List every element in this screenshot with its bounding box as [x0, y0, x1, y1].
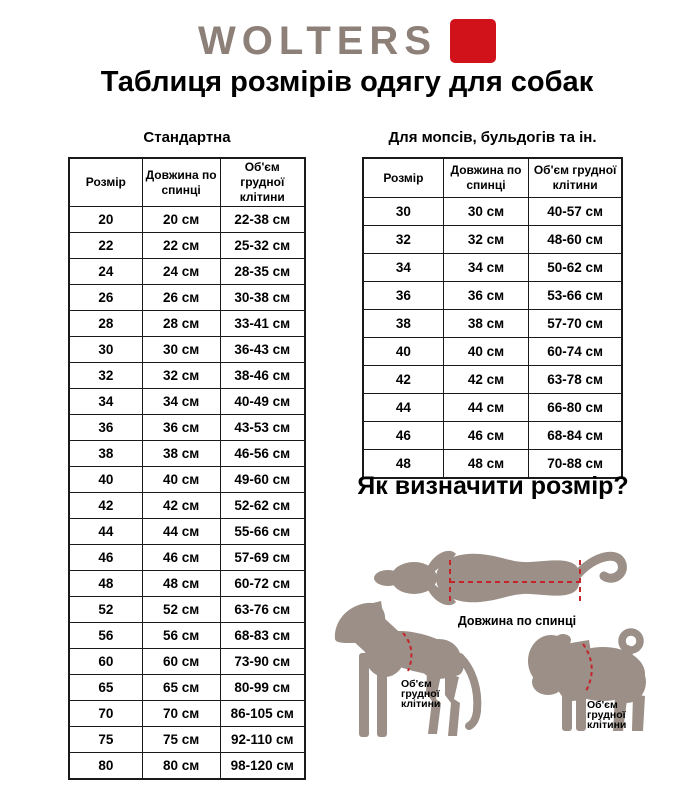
cell-size: 48 — [363, 450, 443, 479]
cell-back-length: 60 см — [142, 649, 220, 675]
chest-volume-label: Об'єм грудної клітини — [401, 678, 441, 710]
cell-back-length: 28 см — [142, 311, 220, 337]
table-row — [363, 254, 622, 282]
pug-size-table-section — [362, 128, 623, 479]
cell-size: 65 — [69, 675, 142, 701]
back-length-label: Довжина по спинці — [457, 614, 577, 628]
table-row — [363, 422, 622, 450]
table-row — [69, 467, 305, 493]
cell-chest: 66-80 см — [529, 394, 622, 422]
cell-size: 26 — [69, 285, 142, 311]
table-header-row — [363, 158, 622, 198]
cell-chest: 73-90 см — [220, 649, 305, 675]
cell-chest: 70-88 см — [529, 450, 622, 479]
cell-chest: 55-66 см — [220, 519, 305, 545]
cell-chest: 92-110 см — [220, 727, 305, 753]
cell-back-length: 48 см — [142, 571, 220, 597]
cell-back-length: 32 см — [142, 363, 220, 389]
cell-size: 40 — [363, 338, 443, 366]
brand-logo — [0, 16, 694, 66]
table-row — [69, 259, 305, 285]
header-size: Розмір — [69, 158, 142, 207]
cell-back-length: 42 см — [142, 493, 220, 519]
cell-chest: 98-120 см — [220, 753, 305, 780]
cell-chest: 30-38 см — [220, 285, 305, 311]
cell-size: 75 — [69, 727, 142, 753]
cell-size: 20 — [69, 207, 142, 233]
chest-volume-label: Об'єм грудної клітини — [587, 699, 627, 731]
table-row — [69, 701, 305, 727]
table-row — [69, 311, 305, 337]
dog-side-view-icon — [333, 601, 489, 743]
table-row — [363, 226, 622, 254]
table-row — [363, 282, 622, 310]
cell-size: 24 — [69, 259, 142, 285]
cell-chest: 63-76 см — [220, 597, 305, 623]
cell-chest: 60-72 см — [220, 571, 305, 597]
cell-chest: 68-84 см — [529, 422, 622, 450]
table-row — [69, 363, 305, 389]
cell-back-length: 34 см — [142, 389, 220, 415]
cell-chest: 36-43 см — [220, 337, 305, 363]
cell-size: 52 — [69, 597, 142, 623]
measure-guide-heading: Як визначити розмір? — [357, 472, 629, 500]
cell-chest: 53-66 см — [529, 282, 622, 310]
table-row — [363, 366, 622, 394]
cell-size: 70 — [69, 701, 142, 727]
cell-chest: 86-105 см — [220, 701, 305, 727]
cell-chest: 63-78 см — [529, 366, 622, 394]
cell-size: 28 — [69, 311, 142, 337]
table-row — [69, 285, 305, 311]
cell-size: 32 — [69, 363, 142, 389]
table-row — [69, 233, 305, 259]
table-row — [363, 198, 622, 226]
table-header-row — [69, 158, 305, 207]
table-row — [69, 545, 305, 571]
table-row — [69, 493, 305, 519]
cell-chest: 22-38 см — [220, 207, 305, 233]
table-row — [69, 727, 305, 753]
table-row — [69, 649, 305, 675]
cell-size: 46 — [69, 545, 142, 571]
standard-size-table-section — [68, 128, 306, 780]
cell-size: 34 — [69, 389, 142, 415]
standard-size-table — [68, 157, 306, 780]
table-row — [363, 338, 622, 366]
brand-square-icon — [450, 19, 496, 63]
table-row — [363, 394, 622, 422]
cell-size: 42 — [69, 493, 142, 519]
table-row — [69, 415, 305, 441]
cell-back-length: 44 см — [142, 519, 220, 545]
cell-back-length: 46 см — [142, 545, 220, 571]
header-back-length: Довжина по спинці — [443, 158, 528, 198]
cell-chest: 48-60 см — [529, 226, 622, 254]
cell-back-length: 40 см — [142, 467, 220, 493]
cell-back-length: 56 см — [142, 623, 220, 649]
cell-size: 34 — [363, 254, 443, 282]
header-size: Розмір — [363, 158, 443, 198]
cell-back-length: 38 см — [443, 310, 528, 338]
header-chest: Об'єм грудної клітини — [220, 158, 305, 207]
cell-chest: 33-41 см — [220, 311, 305, 337]
cell-back-length: 46 см — [443, 422, 528, 450]
cell-back-length: 70 см — [142, 701, 220, 727]
table-row — [69, 207, 305, 233]
cell-chest: 46-56 см — [220, 441, 305, 467]
cell-chest: 52-62 см — [220, 493, 305, 519]
cell-size: 38 — [363, 310, 443, 338]
cell-back-length: 36 см — [443, 282, 528, 310]
cell-size: 22 — [69, 233, 142, 259]
cell-back-length: 75 см — [142, 727, 220, 753]
cell-size: 44 — [363, 394, 443, 422]
cell-size: 30 — [69, 337, 142, 363]
cell-size: 44 — [69, 519, 142, 545]
cell-back-length: 40 см — [443, 338, 528, 366]
pug-size-table — [362, 157, 623, 479]
cell-chest: 40-49 см — [220, 389, 305, 415]
cell-back-length: 32 см — [443, 226, 528, 254]
cell-back-length: 30 см — [142, 337, 220, 363]
table-row — [69, 675, 305, 701]
cell-chest: 60-74 см — [529, 338, 622, 366]
cell-size: 80 — [69, 753, 142, 780]
page-title: Таблиця розмірів одягу для собак — [100, 66, 594, 98]
brand-logo-text: WOLTERS — [197, 19, 437, 63]
table-row — [69, 441, 305, 467]
cell-chest: 57-70 см — [529, 310, 622, 338]
cell-chest: 40-57 см — [529, 198, 622, 226]
cell-back-length: 20 см — [142, 207, 220, 233]
cell-size: 38 — [69, 441, 142, 467]
cell-size: 36 — [363, 282, 443, 310]
cell-back-length: 48 см — [443, 450, 528, 479]
cell-back-length: 26 см — [142, 285, 220, 311]
cell-back-length: 22 см — [142, 233, 220, 259]
cell-size: 36 — [69, 415, 142, 441]
table-row — [69, 753, 305, 780]
cell-size: 40 — [69, 467, 142, 493]
cell-size: 32 — [363, 226, 443, 254]
cell-chest: 49-60 см — [220, 467, 305, 493]
cell-back-length: 34 см — [443, 254, 528, 282]
cell-chest: 57-69 см — [220, 545, 305, 571]
cell-chest: 28-35 см — [220, 259, 305, 285]
cell-back-length: 38 см — [142, 441, 220, 467]
cell-size: 60 — [69, 649, 142, 675]
table-row — [69, 389, 305, 415]
cell-back-length: 24 см — [142, 259, 220, 285]
cell-size: 30 — [363, 198, 443, 226]
cell-size: 56 — [69, 623, 142, 649]
table-row — [363, 310, 622, 338]
cell-back-length: 52 см — [142, 597, 220, 623]
cell-chest: 25-32 см — [220, 233, 305, 259]
cell-back-length: 44 см — [443, 394, 528, 422]
cell-chest: 38-46 см — [220, 363, 305, 389]
cell-chest: 68-83 см — [220, 623, 305, 649]
cell-size: 48 — [69, 571, 142, 597]
table-row — [69, 571, 305, 597]
header-chest: Об'єм грудної клітини — [529, 158, 622, 198]
table-row — [69, 623, 305, 649]
cell-back-length: 36 см — [142, 415, 220, 441]
table-row — [69, 597, 305, 623]
cell-chest: 80-99 см — [220, 675, 305, 701]
header-back-length: Довжина по спинці — [142, 158, 220, 207]
standard-table-caption: Стандартна — [143, 129, 231, 146]
cell-chest: 50-62 см — [529, 254, 622, 282]
cell-back-length: 65 см — [142, 675, 220, 701]
table-row — [69, 337, 305, 363]
table-row — [69, 519, 305, 545]
cell-size: 46 — [363, 422, 443, 450]
cell-back-length: 42 см — [443, 366, 528, 394]
cell-back-length: 80 см — [142, 753, 220, 780]
cell-back-length: 30 см — [443, 198, 528, 226]
cell-chest: 43-53 см — [220, 415, 305, 441]
pug-table-caption: Для мопсів, бульдогів та ін. — [388, 129, 597, 146]
cell-size: 42 — [363, 366, 443, 394]
